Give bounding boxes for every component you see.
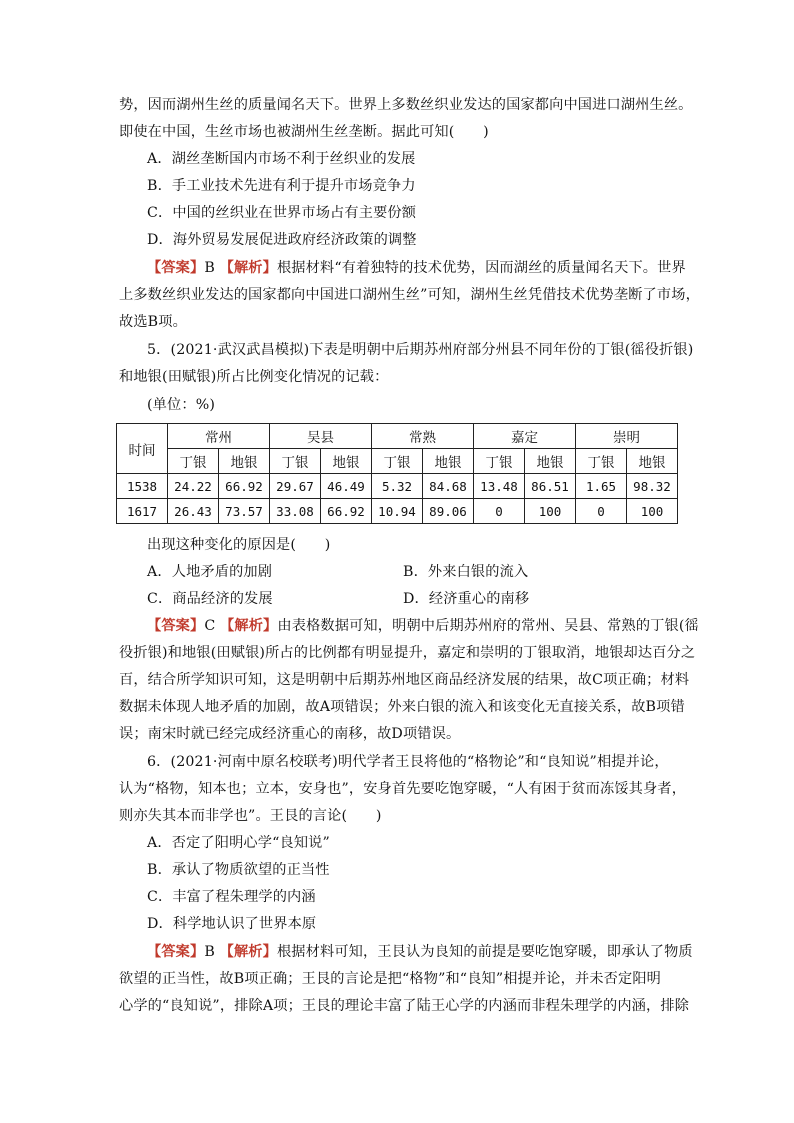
value-cell: 5.32 xyxy=(372,474,423,499)
q5-analysis-1: 由表格数据可知，明朝中后期苏州府的常州、吴县、常熟的丁银(徭 xyxy=(277,618,699,634)
table-row xyxy=(117,474,678,499)
answer-tag: 【答案】 xyxy=(147,260,205,276)
sub-header-dingyin: 丁银 xyxy=(270,449,321,474)
county-header-chongming: 崇明 xyxy=(576,424,678,449)
q5-unit-note: (单位：%) xyxy=(147,397,216,413)
value-cell: 33.08 xyxy=(270,499,321,524)
sub-header-diyin: 地银 xyxy=(627,449,678,474)
sub-header-dingyin: 丁银 xyxy=(576,449,627,474)
q4-option-d: D．海外贸易发展促进政府经济政策的调整 xyxy=(147,232,417,248)
county-header-changzhou: 常州 xyxy=(168,424,270,449)
sub-header-dingyin: 丁银 xyxy=(168,449,219,474)
county-header-changshu: 常熟 xyxy=(372,424,474,449)
value-cell: 10.94 xyxy=(372,499,423,524)
q5-analysis-line-2: 役折银)和地银(田赋银)所占的比例都有明显提升，嘉定和崇明的丁银取消，地银却达百分之 xyxy=(119,645,696,661)
analysis-tag: 【解析】 xyxy=(220,618,278,634)
q4-analysis-line-2: 上多数丝织业发达的国家都向中国进口湖州生丝”可知，湖州生丝凭借技术优势垄断了市场， xyxy=(119,287,700,303)
q4-analysis-1: 根据材料“有着独特的技术优势，因而湖丝的质量闻名天下。世界 xyxy=(276,260,686,276)
q5-answer-line xyxy=(147,616,717,636)
q5-answer: C xyxy=(204,618,216,634)
value-cell: 86.51 xyxy=(525,474,576,499)
q4-stem-line-1: 势，因而湖州生丝的质量闻名天下。世界上多数丝织业发达的国家都向中国进口湖州生丝。 xyxy=(119,97,693,113)
sub-header-diyin: 地银 xyxy=(219,449,270,474)
year-cell: 1538 xyxy=(117,474,168,499)
q5-analysis-line-3: 百，结合所学知识可知，这是明朝中后期苏州地区商品经济发展的结果，故C项正确；材料 xyxy=(119,672,690,688)
silver-ratio-table xyxy=(116,423,678,524)
q6-analysis-line-2: 欲望的正当性，故B项正确；王艮的言论是把“格物”和“良知”相提并论，并未否定阳明 xyxy=(119,971,662,987)
value-cell: 84.68 xyxy=(423,474,474,499)
sub-header-diyin: 地银 xyxy=(423,449,474,474)
q4-answer-line xyxy=(147,258,717,278)
q4-option-b: B．手工业技术先进有利于提升市场竞争力 xyxy=(147,178,416,194)
value-cell: 1.65 xyxy=(576,474,627,499)
table-subheader-row xyxy=(117,449,678,474)
value-cell: 29.67 xyxy=(270,474,321,499)
q6-option-b: B．承认了物质欲望的正当性 xyxy=(147,862,330,878)
q4-stem-line-2: 即使在中国，生丝市场也被湖州生丝垄断。据此可知( ) xyxy=(119,124,489,140)
county-header-jiading: 嘉定 xyxy=(474,424,576,449)
sub-header-diyin: 地银 xyxy=(321,449,372,474)
q4-analysis-line-3: 故选B项。 xyxy=(119,314,187,330)
answer-tag: 【答案】 xyxy=(147,618,205,634)
value-cell: 89.06 xyxy=(423,499,474,524)
q6-stem-line-1: 6．(2021·河南中原名校联考)明代学者王艮将他的“格物论”和“良知说”相提并论， xyxy=(147,754,669,770)
analysis-tag: 【解析】 xyxy=(219,260,277,276)
q6-stem-line-2: 认为“格物，知本也；立本，安身也”，安身首先要吃饱穿暖，“人有困于贫而冻馁其身者， xyxy=(119,781,687,797)
q5-analysis-line-4: 数据未体现人地矛盾的加剧，故A项错误；外来白银的流入和该变化无直接关系，故B项错 xyxy=(119,699,685,715)
value-cell: 24.22 xyxy=(168,474,219,499)
q5-option-c: C．商品经济的发展 xyxy=(147,591,273,607)
sub-header-dingyin: 丁银 xyxy=(474,449,525,474)
value-cell: 73.57 xyxy=(219,499,270,524)
q4-answer: B xyxy=(204,260,215,276)
q6-analysis-line-3: 心学的“良知说”，排除A项；王艮的理论丰富了陆王心学的内涵而非程朱理学的内涵，排除 xyxy=(119,998,690,1014)
value-cell: 98.32 xyxy=(627,474,678,499)
q5-option-b: B．外来白银的流入 xyxy=(403,564,529,580)
q5-option-a: A．人地矛盾的加剧 xyxy=(147,564,273,580)
value-cell: 66.92 xyxy=(321,499,372,524)
q5-analysis-line-5: 误；南宋时就已经完成经济重心的南移，故D项错误。 xyxy=(119,726,461,742)
q5-option-d: D．经济重心的南移 xyxy=(403,591,530,607)
sub-header-dingyin: 丁银 xyxy=(372,449,423,474)
analysis-tag: 【解析】 xyxy=(219,944,277,960)
county-header-wuxian: 吴县 xyxy=(270,424,372,449)
q6-option-d: D．科学地认识了世界本原 xyxy=(147,916,317,932)
value-cell: 13.48 xyxy=(474,474,525,499)
q6-option-c: C．丰富了程朱理学的内涵 xyxy=(147,889,316,905)
q6-answer: B xyxy=(204,944,215,960)
q6-answer-line xyxy=(147,942,717,962)
time-header: 时间 xyxy=(117,424,168,474)
value-cell: 0 xyxy=(474,499,525,524)
q6-option-a: A．否定了阳明心学“良知说” xyxy=(147,835,330,851)
q4-option-a: A．湖丝垄断国内市场不利于丝织业的发展 xyxy=(147,151,416,167)
table-row xyxy=(117,499,678,524)
q6-analysis-1: 根据材料可知，王艮认为良知的前提是要吃饱穿暖，即承认了物质 xyxy=(276,944,693,960)
value-cell: 0 xyxy=(576,499,627,524)
value-cell: 100 xyxy=(525,499,576,524)
value-cell: 100 xyxy=(627,499,678,524)
answer-tag: 【答案】 xyxy=(147,944,205,960)
q6-stem-line-3: 则亦失其本而非学也”。王艮的言论( ) xyxy=(119,808,382,824)
table-header-row xyxy=(117,424,678,449)
q5-stem-line-2: 和地银(田赋银)所占比例变化情况的记载： xyxy=(119,369,389,385)
q4-option-c: C．中国的丝织业在世界市场占有主要份额 xyxy=(147,205,417,221)
value-cell: 26.43 xyxy=(168,499,219,524)
year-cell: 1617 xyxy=(117,499,168,524)
q5-question: 出现这种变化的原因是( ) xyxy=(147,537,331,553)
q5-stem-line-1: 5．(2021·武汉武昌模拟)下表是明朝中后期苏州府部分州县不同年份的丁银(徭役折银) xyxy=(147,342,694,358)
value-cell: 66.92 xyxy=(219,474,270,499)
value-cell: 46.49 xyxy=(321,474,372,499)
sub-header-diyin: 地银 xyxy=(525,449,576,474)
